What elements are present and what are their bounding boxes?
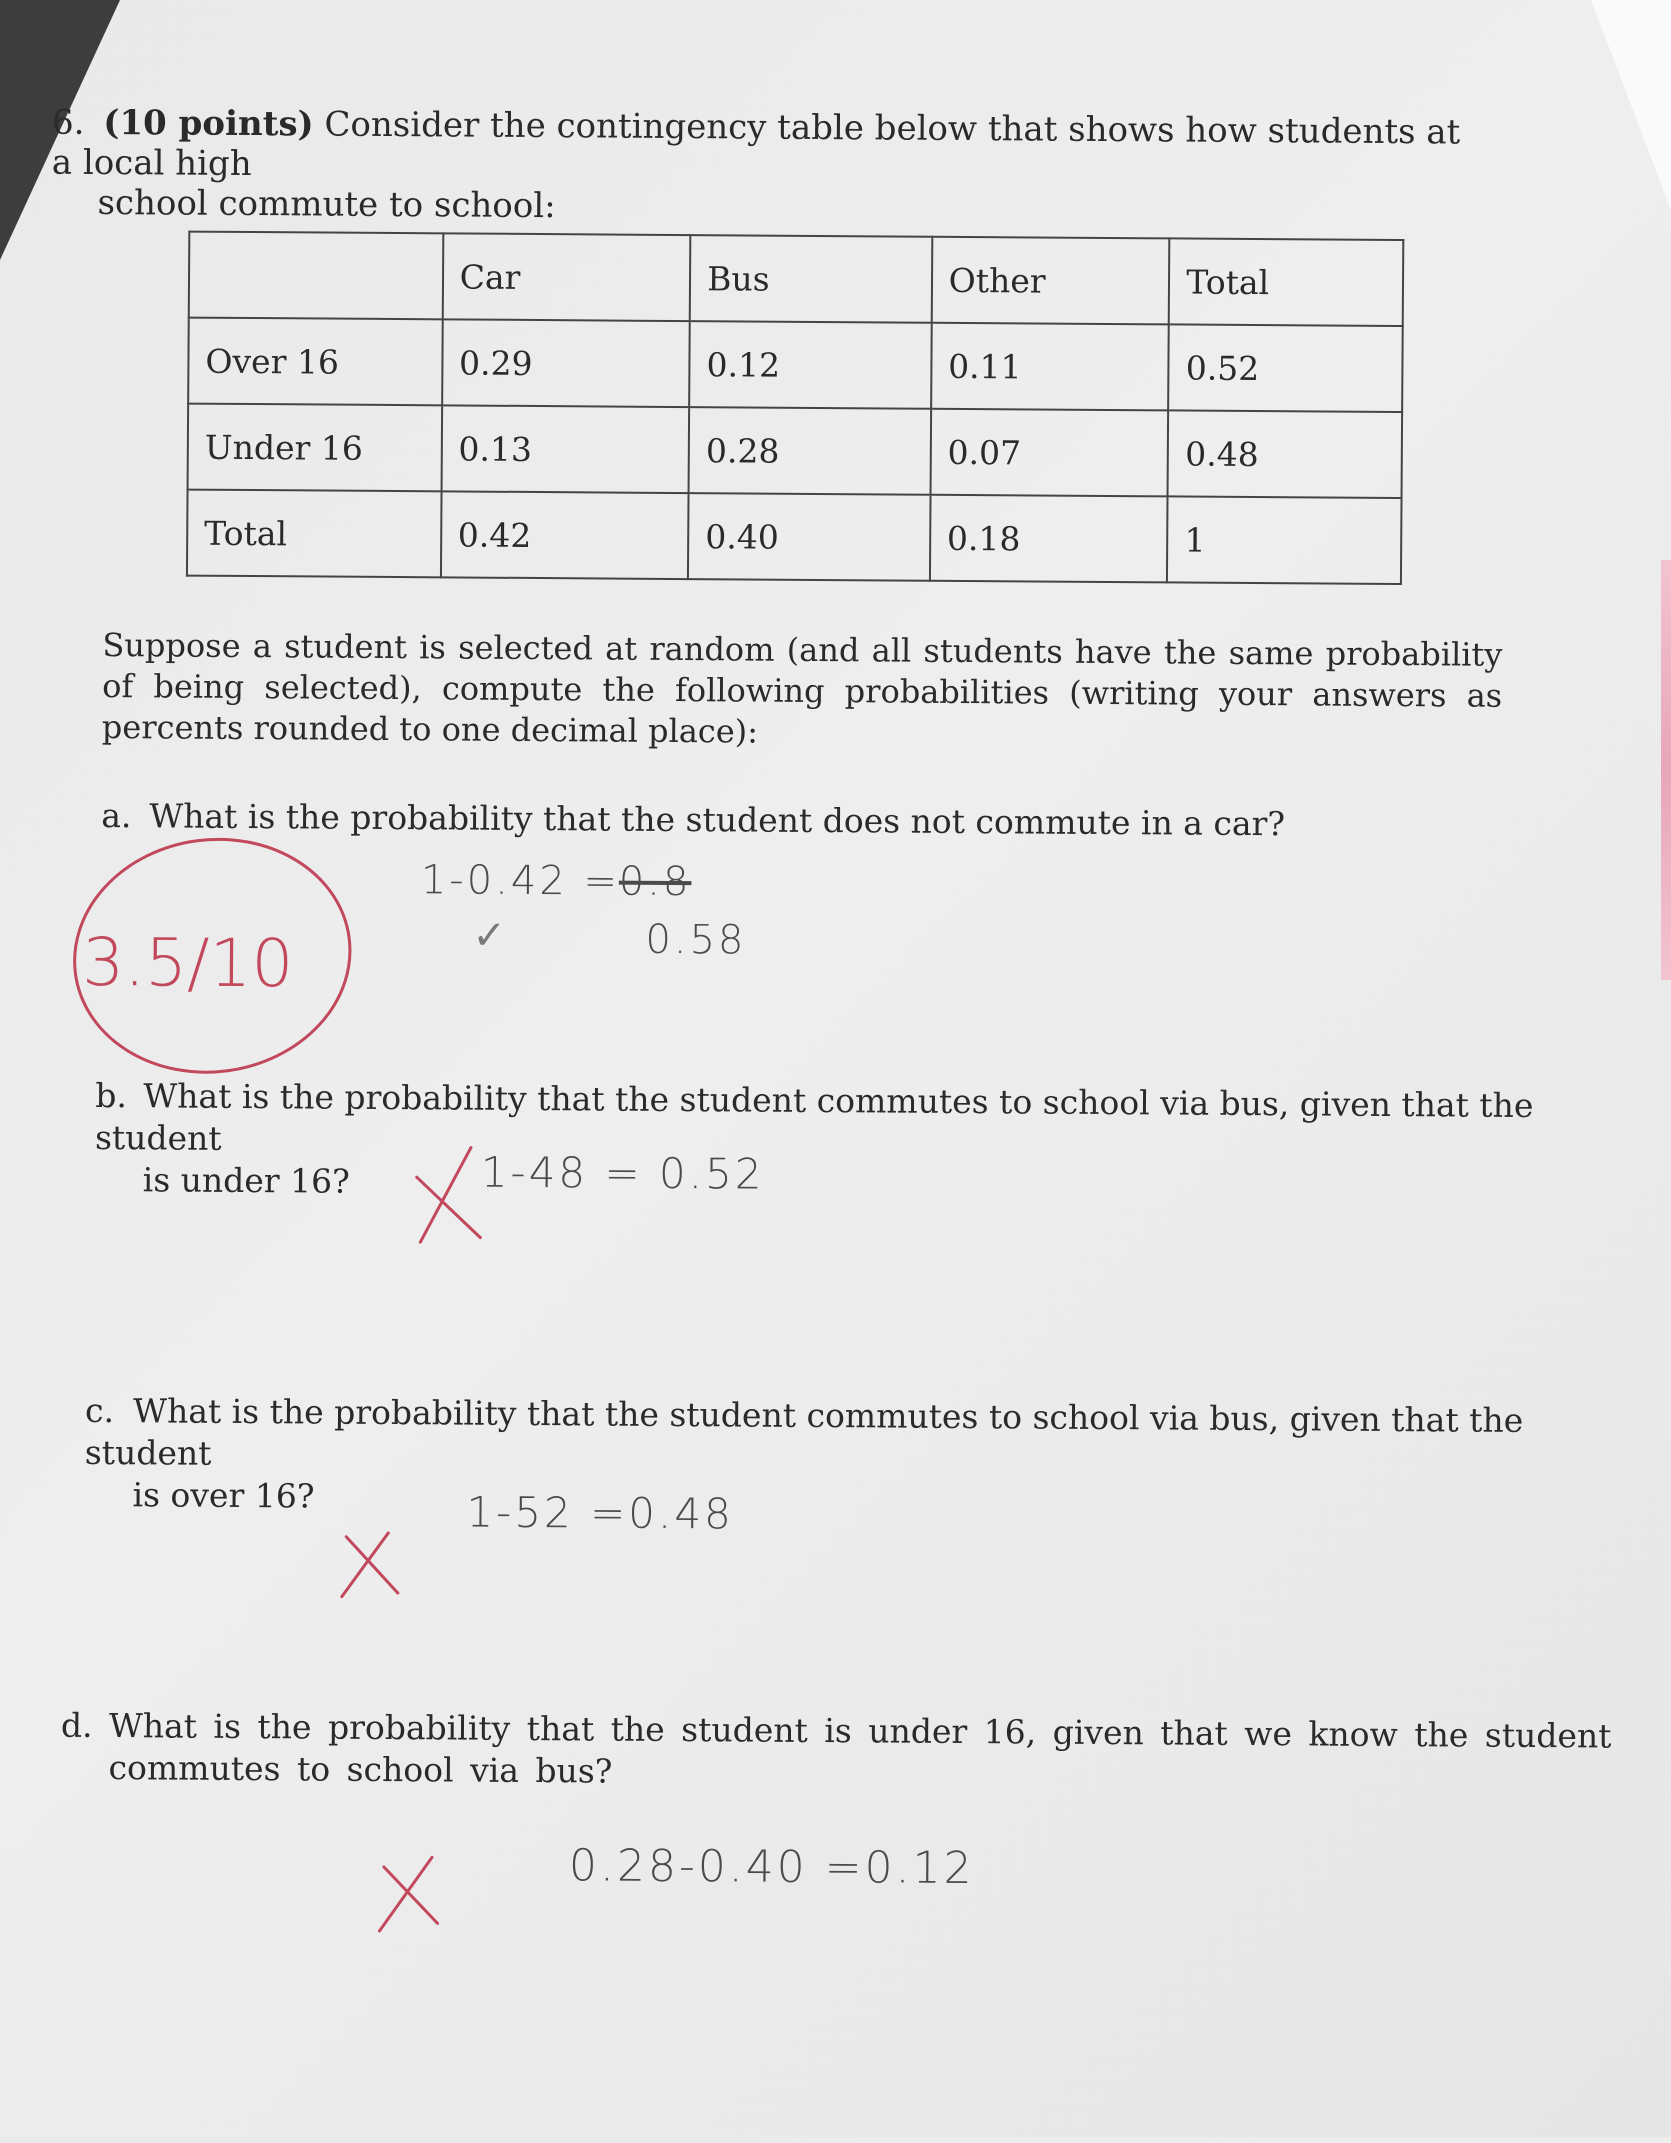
worksheet [12,0,1658,2143]
handwritten-answer-b: 1-48 = 0.52 [480,1147,765,1199]
table-row-label: Total [187,490,441,578]
part-label: c. [84,1390,115,1431]
table-cell: 0.28 [689,407,931,495]
table-cell: 0.48 [1168,410,1402,498]
part-label: d. [60,1705,93,1745]
part-text: What is the probability that the student is under 16, given that we know the student [108,1706,1612,1756]
question-text-line1: Consider the contingency table below that shows how students at a local high [51,104,1461,185]
handwritten-correction: 0.58 [645,916,747,964]
part-text: What is the probability that the student commutes to school via bus, given that the student [84,1391,1524,1473]
table-cell: 0.07 [930,409,1168,497]
part-text: What is the probability that the student commutes to school via bus, given that the student [94,1076,1534,1158]
table-row-label: Over 16 [188,318,442,406]
handwritten-crossed-answer: 0.8 [618,858,692,906]
table-cell: 1 [1167,496,1401,584]
handwritten-answer-d: 0.28-0.40 =0.12 [568,1840,975,1895]
grader-marks [12,0,1658,2143]
score-text: 3.5/10 [81,923,294,1003]
table-row-label: Under 16 [188,404,442,492]
table-cell: 0.40 [688,493,930,581]
table-header-cell: Other [931,237,1169,325]
part-label: a. [101,795,132,836]
part-text-continued: is over 16? [132,1475,315,1516]
table-cell: 0.29 [442,319,690,407]
part-text-continued: is under 16? [142,1160,350,1201]
pink-paper-edge [1661,560,1671,980]
table-header-cell: Total [1169,238,1403,326]
table-cell: 0.13 [441,405,689,493]
table-cell: 0.11 [931,323,1169,411]
handwritten-answer-a: 1-0.42 = [420,857,621,905]
table-cell: 0.42 [441,491,689,579]
question-text-line2: school commute to school: [97,182,556,227]
table-cell: 0.52 [1168,324,1402,412]
wrong-mark-d-icon [379,1857,438,1931]
question-points: (10 points) [103,102,314,145]
part-label: b. [95,1075,128,1116]
handwritten-answer-c: 1-52 =0.48 [466,1487,734,1539]
check-mark-icon: ✓ [472,912,510,959]
table-cell: 0.18 [930,495,1168,583]
question-number: 6. [51,102,85,143]
table-header-cell: Bus [690,235,932,323]
wrong-mark-c-icon [342,1533,398,1597]
wrong-mark-b-icon [416,1147,481,1242]
table-header-cell: Car [442,233,690,321]
table-cell: 0.12 [689,321,931,409]
part-text: What is the probability that the student does not commute in a car? [149,796,1286,844]
instructions-paragraph: Suppose a student is selected at random (and all students have the same probability of being selected), compute the following probabilities (writing your answers as percents rounded to one decimal place): [101,625,1503,751]
part-text-continued: commutes to school via bus? [108,1748,613,1791]
